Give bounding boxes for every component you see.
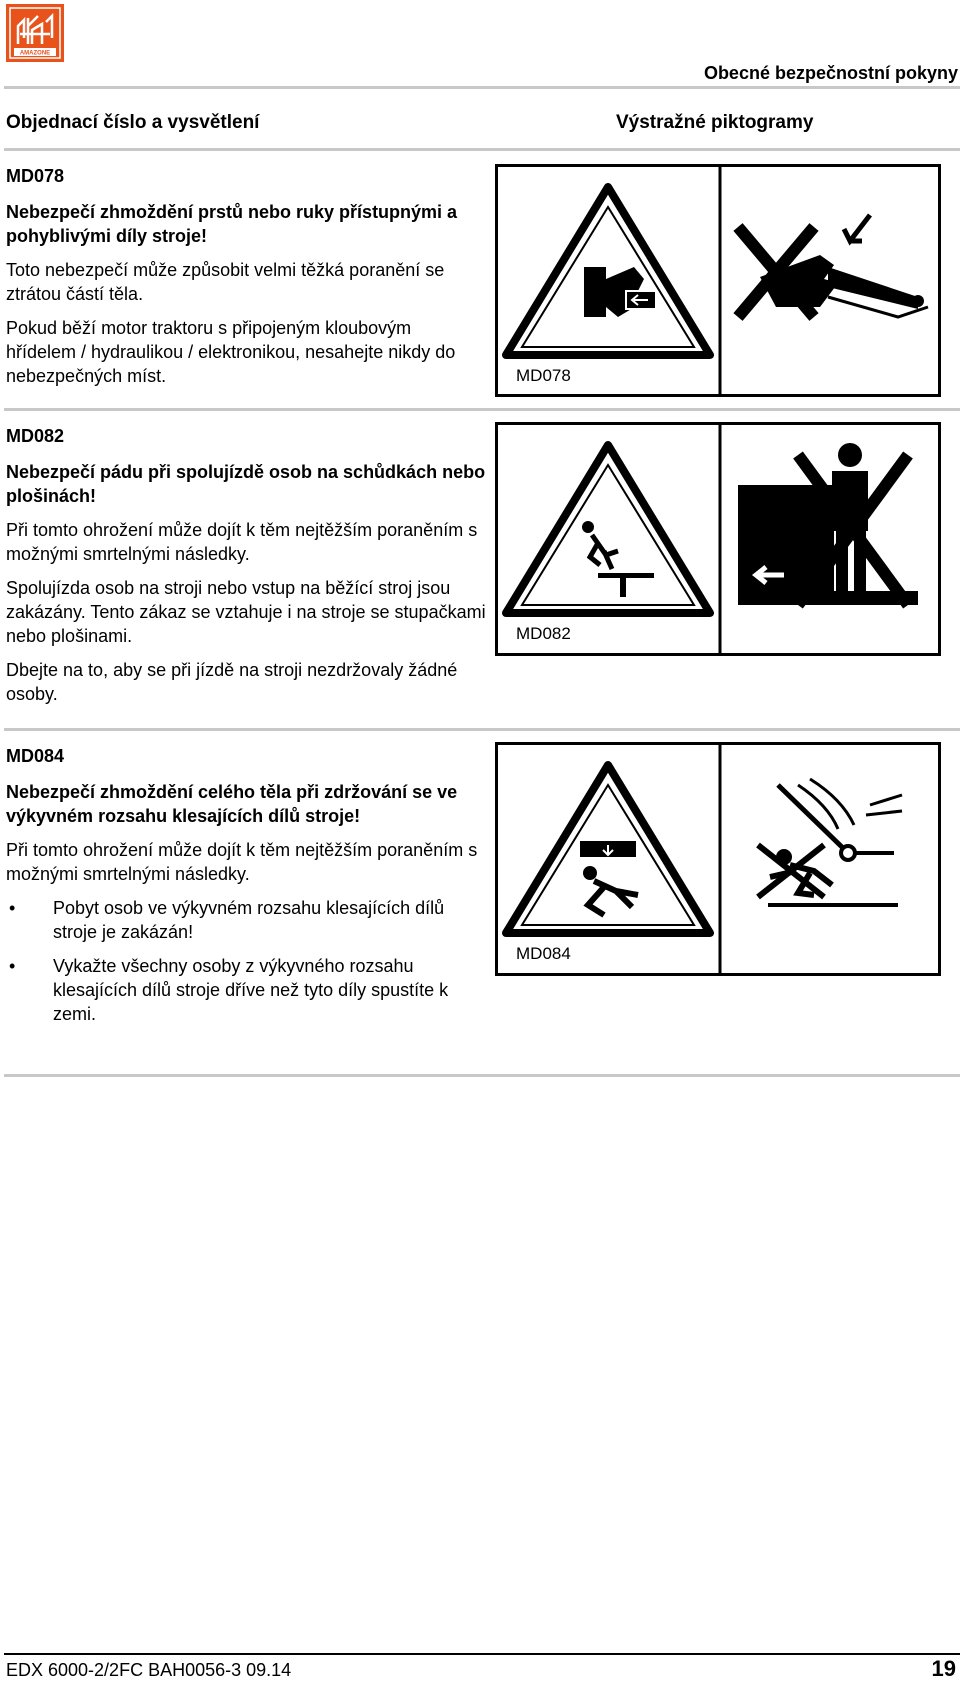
entry-code: MD082 [6, 426, 65, 446]
warning-triangle-icon [506, 187, 710, 355]
entry-paragraph: Při tomto ohrožení může dojít k těm nejtěžším poraněním s možnými smrtelnými následky. [6, 840, 478, 884]
bullet-list [6, 896, 486, 1026]
document-reference: EDX 6000-2/2FC BAH0056-3 09.14 [6, 1660, 292, 1680]
list-item [6, 896, 486, 944]
entry-paragraph: Toto nebezpečí může způsobit velmi těžká poranění se ztrátou částí těla. [6, 260, 445, 304]
list-item-text: Pobyt osob ve výkyvném rozsahu klesajících dílů stroje je zakázán! [53, 898, 445, 942]
column-heading-pictograms: Výstražné piktogramy [616, 112, 814, 133]
entry-divider [4, 728, 960, 731]
entry-paragraph: Při tomto ohrožení může dojít k těm nejtěžším poraněním s možnými smrtelnými následky. [6, 520, 478, 564]
amazone-logo [6, 4, 64, 62]
page-number: 19 [931, 1656, 956, 1681]
bullet-icon: • [9, 956, 16, 976]
footer-divider [4, 1653, 960, 1655]
entry-code: MD084 [6, 746, 65, 766]
header-divider [4, 86, 960, 89]
pictogram-label: MD084 [516, 944, 571, 963]
no-riding-icon [738, 443, 918, 605]
column-heading-divider [4, 148, 960, 151]
pictogram-label: MD082 [516, 624, 571, 643]
bullet-icon: • [9, 898, 16, 918]
pictogram-label: MD078 [516, 366, 571, 385]
entry-headline: Nebezpečí pádu při spolujízdě osob na schůdkách nebo plošinách! [6, 462, 486, 506]
list-item [6, 954, 486, 1026]
entry-md082 [6, 424, 486, 716]
hand-crush-icon [738, 215, 928, 317]
swinging-part-icon [758, 779, 902, 905]
entry-divider [4, 1074, 960, 1077]
entry-paragraph: Dbejte na to, aby se při jízdě na stroji nezdržovaly žádné osoby. [6, 660, 458, 704]
list-item-text: Vykažte všechny osoby z výkyvného rozsahu klesajících dílů stroje dříve než tyto díly spustíte k zemi. [53, 956, 449, 1024]
entry-md078 [6, 164, 486, 398]
entry-divider [4, 408, 960, 411]
entry-paragraph: Pokud běží motor traktoru s připojeným kloubovým hřídelem / hydraulikou / elektronikou, nesahejte nikdy do nebezpečných míst. [6, 318, 456, 386]
warning-triangle-icon [506, 445, 710, 613]
entry-code: MD078 [6, 166, 65, 186]
entry-md084 [6, 744, 486, 1036]
section-title: Obecné bezpečnostní pokyny [703, 63, 958, 83]
pictogram-md084 [495, 742, 941, 976]
entry-headline: Nebezpečí zhmoždění celého těla při zdržování se ve výkyvném rozsahu klesajících dílů stroje! [6, 782, 458, 826]
entry-headline: Nebezpečí zhmoždění prstů nebo ruky přístupnými a pohyblivými díly stroje! [6, 202, 458, 246]
entry-paragraph: Spolujízda osob na stroji nebo vstup na běžící stroj jsou zakázány. Tento zákaz se vztahuje i na stroje se stupačkami nebo plošinami. [6, 578, 486, 646]
column-heading-order-number: Objednací číslo a vysvětlení [6, 112, 260, 133]
brand-text: AMAZONE [19, 50, 51, 57]
pictogram-md082 [495, 422, 941, 656]
pictogram-md078 [495, 164, 941, 397]
